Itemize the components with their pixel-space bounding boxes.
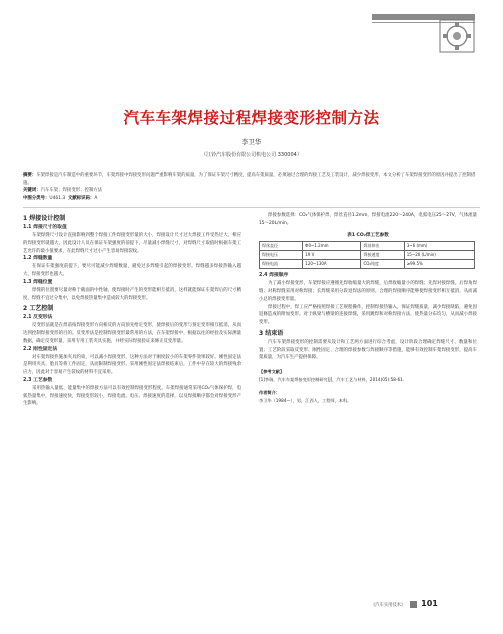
body-paragraph: 采用热输入量低、能量集中的焊接方法可以有效控制焊接变形程度。车架焊接通常采用CO₂气体保护焊，电弧热量集中，焊接速度快，焊接变形较小，焊接电流、电压、焊接速度的选择，以及焊接顺序都会对焊接变形产生影响。 <box>23 385 241 407</box>
body-paragraph: 反变形法就是在焊前按焊接变形方向相反的方向预先给定变形，使焊接后的变形与预定变形相互抵消，从而达到控制焊接变形的目的。反变形法是控制焊接变形最常用的方法，在车架焊接中，根据以往的经验及实际测量数据，确定反变形量，采用专用工装夹具实施，并经实际焊接验证来修正反变形量。 <box>23 323 241 344</box>
class-code: U461.3 <box>49 195 66 201</box>
table-cell: 15~20 (L/min) <box>404 251 474 260</box>
footer-square-icon <box>410 601 417 608</box>
table-cell: ≥99.5% <box>404 260 474 269</box>
references-heading: 【参考文献】 <box>259 369 285 374</box>
body-paragraph: 焊接过程中，焊工应严格按照焊接工艺规程操作，控制焊接热输入，保证焊缝质量，减少焊接缺陷，避免因返修造成的附加变形。对于纵梁与横梁的连接焊缝，采用跳焊和对称焊接方法，使热量分布均匀，从而减小焊接变形。 <box>259 304 477 325</box>
table-cell: Φ0~1.2mm <box>303 242 361 251</box>
section-heading: 2 工艺控制 <box>23 305 54 313</box>
table-cell: 焊接电流 <box>260 260 303 269</box>
table-cell: 19 V <box>303 251 361 260</box>
right-column <box>259 212 477 404</box>
journal-logo-icon <box>439 19 475 53</box>
references-block <box>259 368 477 404</box>
class-label: 中图分类号： <box>23 195 50 201</box>
subsection-heading: 1.3 焊缝位置 <box>23 279 53 285</box>
table-cell: 焊丝伸出 <box>361 242 404 251</box>
author-affiliation: （江铃汽车股份有限公司机电公司 330004） <box>201 152 302 158</box>
table-row <box>260 260 475 269</box>
process-parameter-table <box>259 241 475 269</box>
abstract-divider <box>23 207 480 208</box>
body-paragraph: 车架焊缝尺寸设计直接影响到整个焊接工件焊接变形量的大小，焊接设计尺寸过大焊接工件受热过大，相应的焊接变形就越大，因此设计人员在保证车架强度的前提下，尽量减小焊缝尺寸，对焊缝尺寸取值时根据车架工艺允许的最小值要求，在此焊缝尺寸过小产生容易焊接裂纹。 <box>23 233 241 254</box>
classification-line <box>23 195 480 203</box>
subsection-heading: 2.3 工艺参数 <box>23 377 53 383</box>
reference-item: [1]李瑞，汽车车架焊接变形控制研究[J]，汽车工艺与材料，2014(05):58-61. <box>259 376 405 382</box>
journal-name: 《汽车实用技术》 <box>371 603 406 608</box>
abstract-block <box>23 172 480 202</box>
abstract-paragraph <box>23 172 480 187</box>
section-heading: 3 结束语 <box>259 329 284 337</box>
author-bio-label: 作者简介： <box>259 390 280 395</box>
doc-code: A <box>94 195 98 201</box>
paper-title: 汽车车架焊接过程焊接变形控制方法 <box>123 109 380 127</box>
table-cell: 焊接速度 <box>361 251 404 260</box>
subsection-heading: 2.2 刚性固定法 <box>23 346 58 352</box>
keywords-text: 汽车车架；焊接变形；控制方法 <box>40 188 103 194</box>
table-row <box>260 242 475 251</box>
body-paragraph: 对车架焊接件施加夹具约束，可以减小焊接变形，这种方法对于刚度较小的车架零件效果较好。刚性固定法是利用夹具、胎具等将工件固定，从而限制焊接变形。采用刚性固定法焊接结束后，工件中存在较大的焊接残余应力，因此对于容易产生裂纹的材料不宜采用。 <box>23 354 241 375</box>
page-footer <box>371 599 481 608</box>
table-cell: 3~6 (mm) <box>404 242 474 251</box>
subsection-heading: 1.1 焊接尺寸的取值 <box>23 225 67 230</box>
table-cell: 120~130A <box>303 260 361 269</box>
section-heading: 1 焊接设计控制 <box>23 215 66 222</box>
page-number: 101 <box>421 599 438 608</box>
left-column <box>23 212 241 408</box>
abstract-label: 摘要： <box>23 173 37 178</box>
author-name: 李卫华 <box>241 138 262 146</box>
doc-label: 文献标识码： <box>67 195 95 201</box>
author-bio-text: 李卫华（1984—），男，江西人，工程师，本科。 <box>259 397 352 403</box>
table-cell: CO₂纯度 <box>361 260 404 269</box>
table-cell: 焊接电压 <box>260 251 303 260</box>
abstract-text: 车架焊接是汽车制造中的重要环节，车架焊接中焊接变形问题严重影响车架的质量，为了保证车架尺寸精度，提高车架质量，必须通过合理的焊接工艺及工装设计，减少焊接变形，本文分析了车架焊接变形的原因并提出了控制措施。 <box>23 173 476 186</box>
table-cell: 焊丝直径 <box>260 242 303 251</box>
body-paragraph: 焊缝的位置要尽量对称于截面的中性轴，使焊接时产生的变形能相互抵消，这样就能保证车架焊后的尺寸精度，焊缝不宜过分集中，以免焊接热量集中造成较大的焊接变形。 <box>23 287 241 301</box>
body-paragraph: 在保证车架强度前提下，要尽可能减少焊缝数量，避免过多焊缝引起的焊接变形。焊缝越多焊接热输入越大，焊接变形也越大。 <box>23 264 241 277</box>
table-caption: 表1 CO₂焊工艺参数 <box>347 232 389 238</box>
table-row <box>260 251 475 260</box>
subsection-heading: 2.4 焊接顺序 <box>259 273 289 279</box>
keywords-label: 关键词： <box>23 188 41 194</box>
subsection-heading: 2.1 反变形法 <box>23 315 53 321</box>
subsection-heading: 1.2 焊缝数量 <box>23 256 53 262</box>
body-paragraph: 汽车车架焊接变形的控制需要从设计和工艺两方面进行综合考虑，设计阶段合理确定焊缝尺寸、数量和位置；工艺阶段采取反变形、刚性固定、合理的焊接参数与焊接顺序等措施，能够有效控制车架焊接变形，提高车架质量，为汽车生产提供保障。 <box>259 339 477 361</box>
body-paragraph: 焊接参数选择：CO₂气体保护焊，焊丝直径1.2mm，焊接电流220～240A，电弧电压25～27V，气体流量15～20L/min。 <box>259 213 477 226</box>
body-paragraph: 为了减小焊接变形，车架焊接应遵循先焊收缩量大的焊缝，后焊收缩量小的焊缝；先焊对接焊缝，后焊角焊缝；对称焊缝采用对称焊接；长焊缝采用分段退焊法的原则。合理的焊接顺序能够使焊接变形相互抵消，从而减小总的焊接变形量。 <box>259 281 477 302</box>
keywords-line <box>23 187 480 195</box>
